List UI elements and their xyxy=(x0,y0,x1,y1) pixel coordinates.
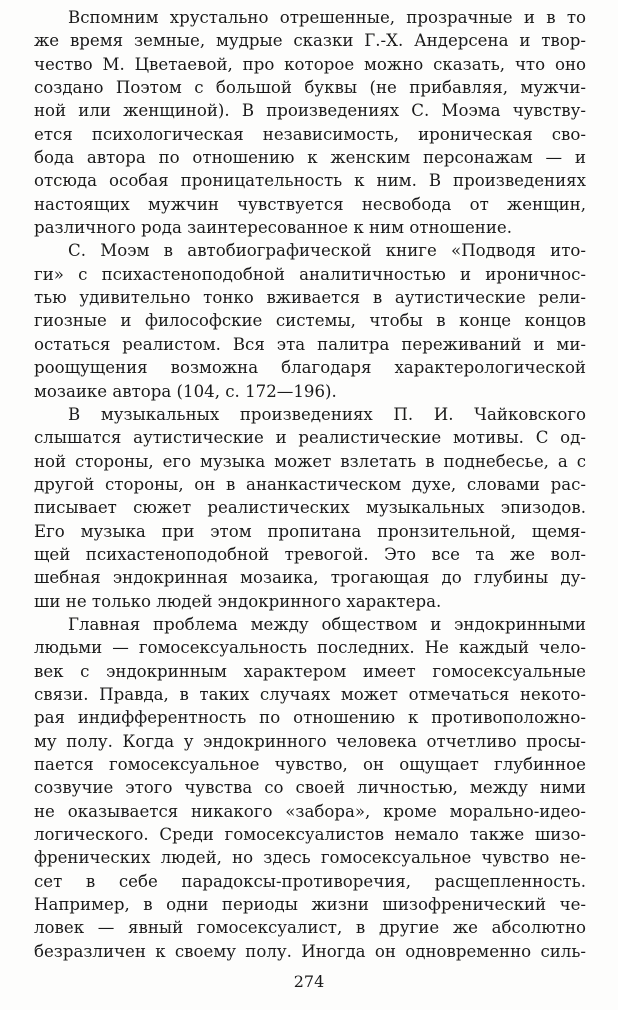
text-line: ной стороны, его музыка может взлетать в поднебесье, а с xyxy=(34,451,586,471)
text-line: шебная эндокринная мозаика, трогающая до глубины ду- xyxy=(34,568,586,588)
text-line: Главная проблема между обществом и эндокринными xyxy=(68,614,586,634)
text-line: С. Моэм в автобиографической книге «Подводя ито- xyxy=(68,241,586,261)
text-line: пается гомосексуальное чувство, он ощущает глубинное xyxy=(34,755,586,774)
text-line: тью удивительно тонко вживается в аутистические рели- xyxy=(34,288,586,308)
text-line: же время земные, мудрые сказки Г.-Х. Андерсена и твор- xyxy=(34,31,586,51)
text-line: век с эндокринным характером имеет гомосексуальные xyxy=(34,661,586,681)
text-line: ной или женщиной). В произведениях С. Моэма чувству- xyxy=(34,101,586,121)
text-line: щей психастеноподобной тревогой. Это все та же вол- xyxy=(34,544,586,564)
text-line: френических людей, но здесь гомосексуальное чувство не- xyxy=(34,848,586,868)
text-line: отсюда особая проницательность к ним. В произведениях xyxy=(34,171,586,191)
text-line: Его музыка при этом пропитана пронзительной, щемя- xyxy=(34,521,586,541)
text-line: связи. Правда, в таких случаях может отмечаться некото- xyxy=(34,684,586,704)
text-line: сет в себе парадоксы-противоречия, расщепленность. xyxy=(34,871,586,891)
text-line: не оказывается никакого «забора», кроме морально-идео- xyxy=(34,801,586,821)
text-line: остаться реалистом. Вся эта палитра переживаний и ми- xyxy=(34,334,586,354)
text-line: бода автора по отношению к женским персонажам — и xyxy=(34,148,586,168)
text-line: ши не только людей эндокринного характера. xyxy=(34,591,442,611)
text-line: ги» с психастеноподобной аналитичностью и ироничнос- xyxy=(34,264,586,284)
text-line: ловек — явный гомосексуалист, в другие же абсолютно xyxy=(34,918,586,938)
text-line: людьми — гомосексуальность последних. Не каждый чело- xyxy=(34,638,586,658)
text-line: Например, в одни периоды жизни шизофренический че- xyxy=(34,895,586,915)
text-line: Вспомним хрустально отрешенные, прозрачные и в то xyxy=(68,8,586,27)
text-line: му полу. Когда у эндокринного человека отчетливо просы- xyxy=(34,731,586,751)
text-line: ется психологическая независимость, ироническая сво- xyxy=(34,124,586,144)
text-line: безразличен к своему полу. Иногда он одновременно силь- xyxy=(34,941,586,961)
text-line: В музыкальных произведениях П. И. Чайковского xyxy=(68,404,586,424)
page-number: 274 xyxy=(293,972,325,991)
text-line: роощущения возможна благодаря характерологической xyxy=(34,358,586,378)
text-line: созвучие этого чувства со своей личностью, между ними xyxy=(34,778,586,798)
text-line: мозаике автора (104, с. 172—196). xyxy=(34,381,337,401)
body-text xyxy=(34,6,586,963)
text-line: другой стороны, он в ананкастическом духе, словами рас- xyxy=(34,474,586,494)
text-line: слышатся аутистические и реалистические мотивы. С од- xyxy=(34,428,586,448)
text-line: настоящих мужчин чувствуется несвобода от женщин, xyxy=(34,194,586,214)
text-line: различного рода заинтересованное к ним отношение. xyxy=(34,218,513,238)
text-line: логического. Среди гомосексуалистов немало также шизо- xyxy=(34,825,586,845)
text-line: гиозные и философские системы, чтобы в конце концов xyxy=(34,311,586,331)
text-line: чество М. Цветаевой, про которое можно сказать, что оно xyxy=(34,54,586,74)
text-line: рая индифферентность по отношению к противоположно- xyxy=(34,708,586,728)
text-line: писывает сюжет реалистических музыкальных эпизодов. xyxy=(34,498,586,518)
text-line: создано Поэтом с большой буквы (не прибавляя, мужчи- xyxy=(34,78,586,98)
